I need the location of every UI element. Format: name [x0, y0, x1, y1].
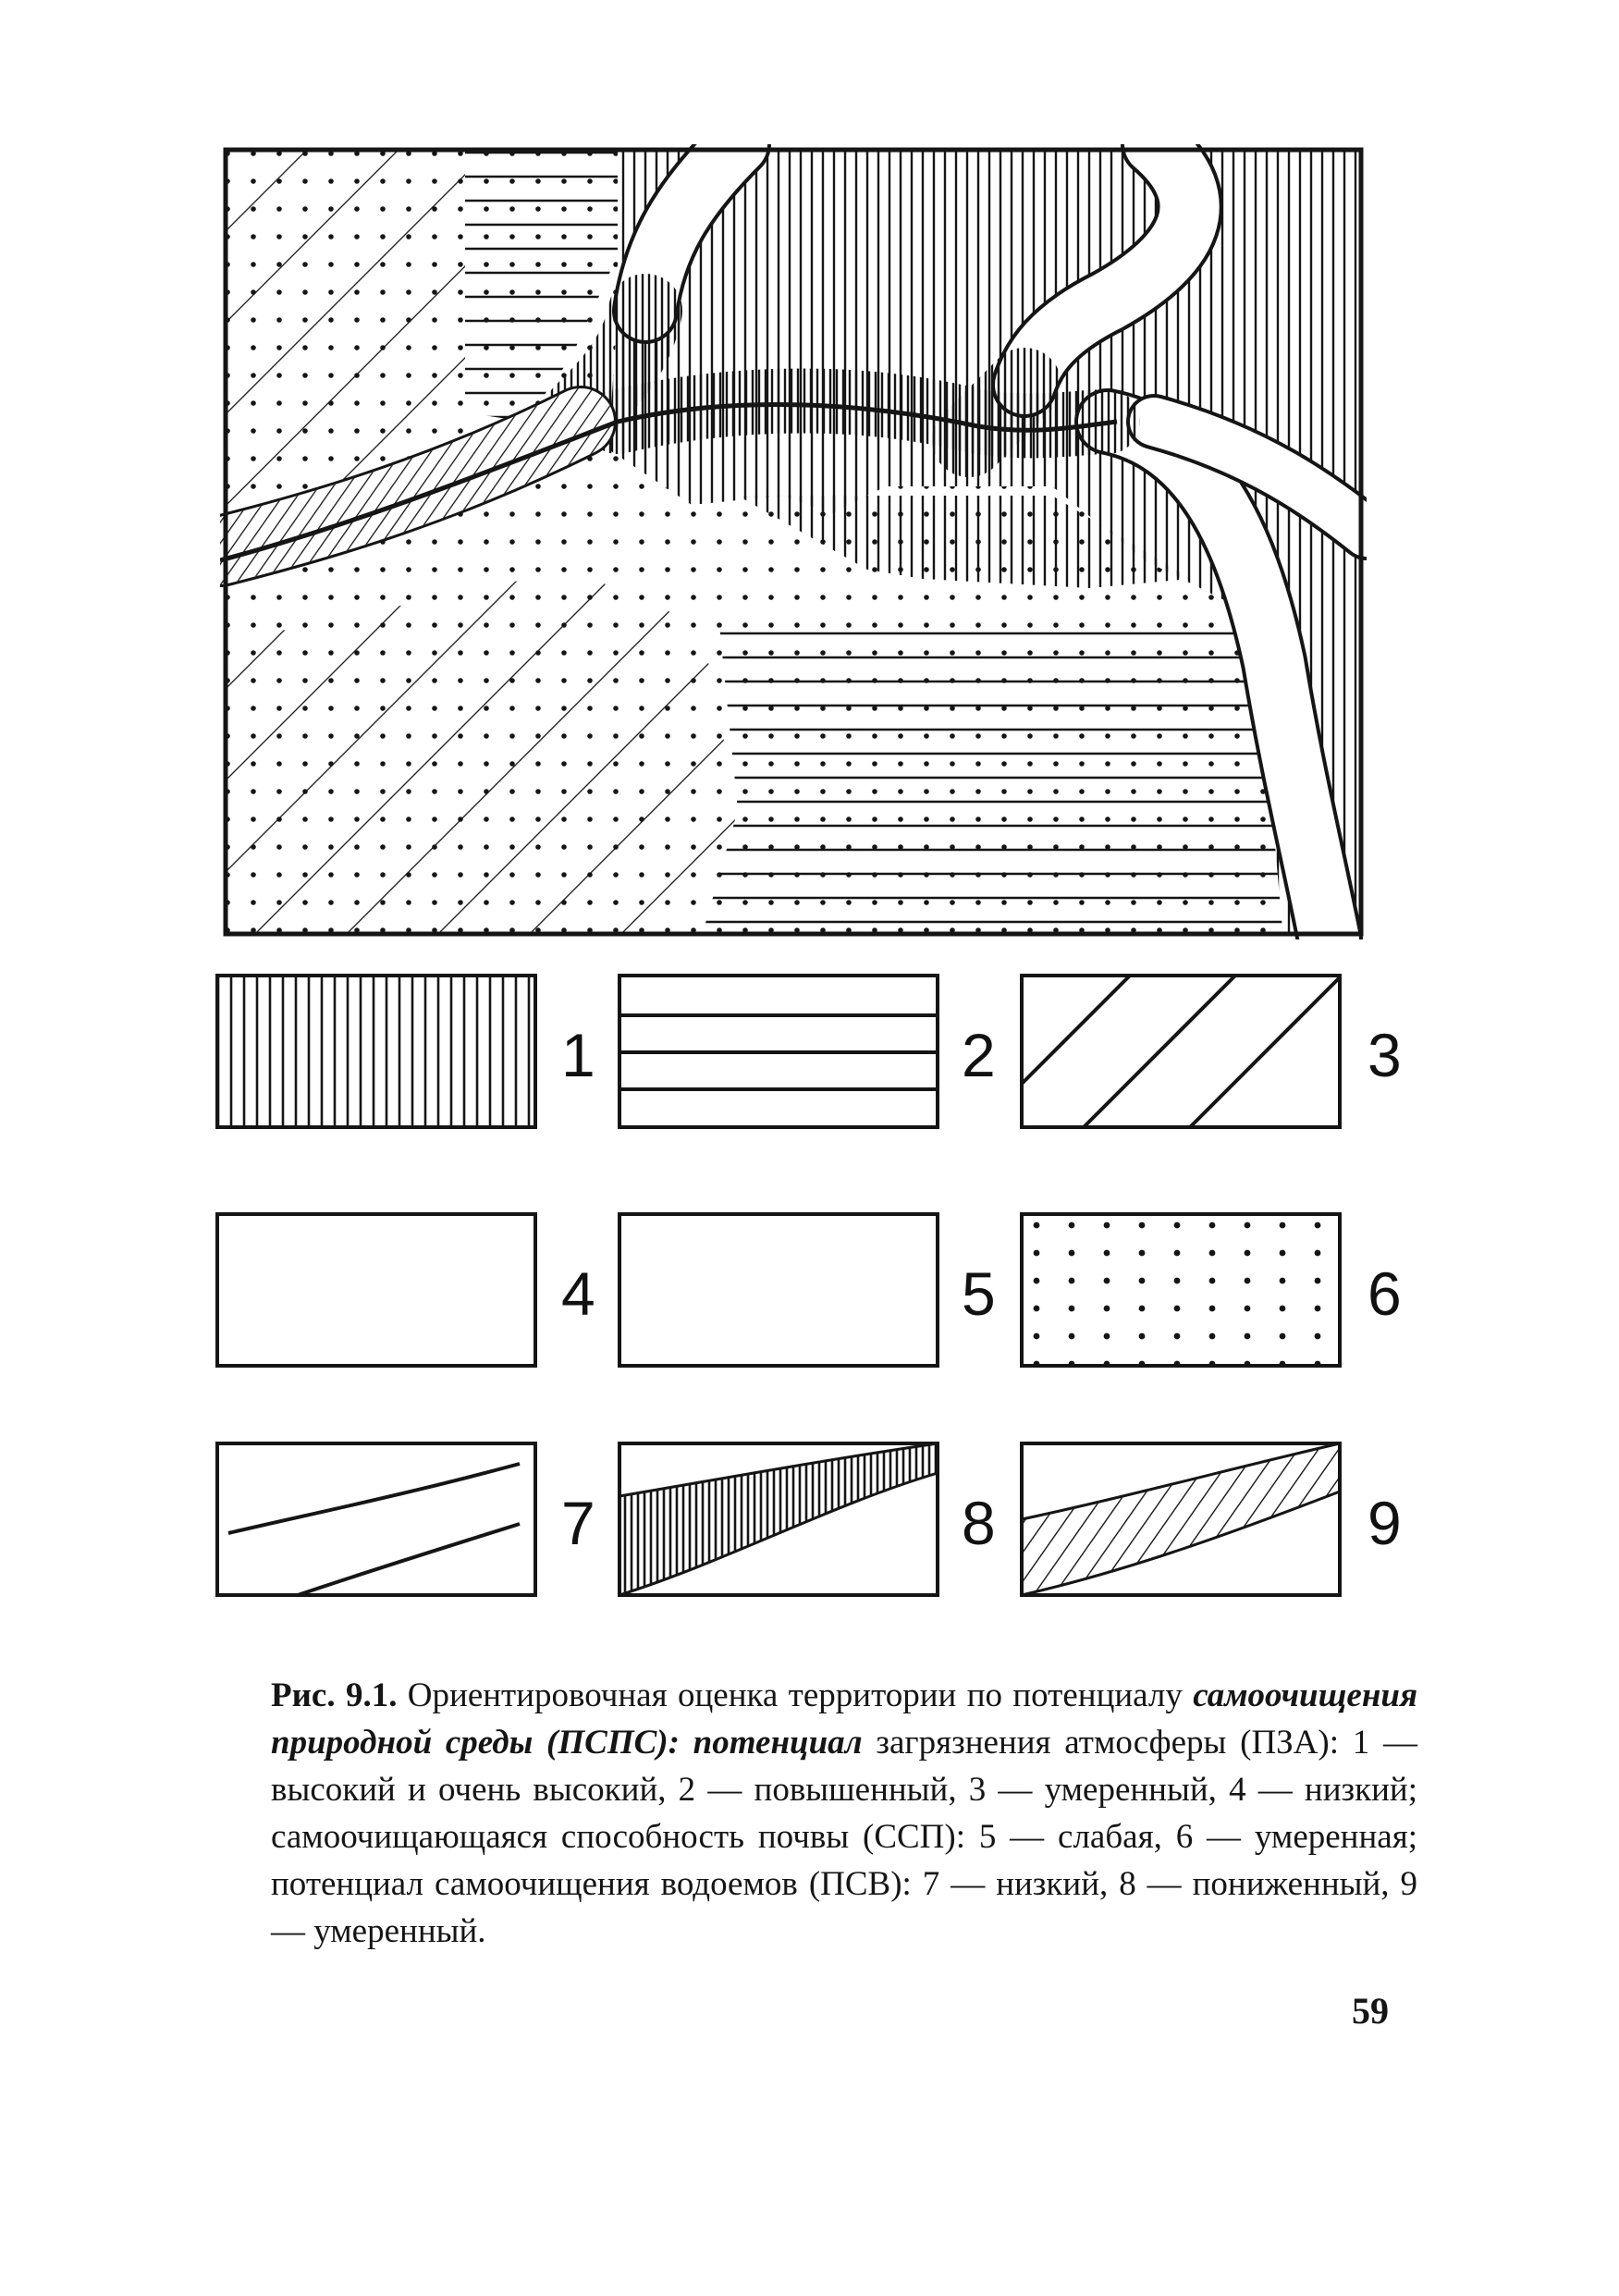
legend-swatch-4 — [215, 1211, 538, 1369]
legend-swatch-8 — [617, 1441, 940, 1598]
figure-caption — [271, 1672, 1417, 1955]
legend-number-8: 8 — [962, 1489, 996, 1557]
legend-number-9: 9 — [1368, 1489, 1402, 1557]
legend-number-4: 4 — [561, 1259, 595, 1328]
caption-italic: самоочищения природной среды (ПСПС): потенциал — [271, 1676, 1418, 1762]
legend-swatch-6 — [1019, 1211, 1343, 1369]
legend-number-3: 3 — [1368, 1021, 1402, 1089]
legend-swatch-5 — [617, 1211, 940, 1369]
legend-number-6: 6 — [1368, 1259, 1402, 1328]
legend-swatch-1 — [215, 973, 538, 1130]
page-number: 59 — [1352, 1990, 1389, 2032]
legend-number-2: 2 — [962, 1021, 996, 1089]
territory-map — [220, 144, 1367, 939]
caption-text-2: загрязнения атмосферы (ПЗА): 1 — высокий и очень высокий, 2 — повышенный, 3 — умеренный, 4 — низкий; самоочищающаяся способность почвы (ССП): 5 — слабая, 6 — умеренная; потенциал самоочищения водоемов (ПСВ): 7 — низкий, 8 — пониженный, 9 — умеренный. — [271, 1724, 1417, 1950]
legend-number-7: 7 — [561, 1489, 595, 1557]
legend-number-1: 1 — [561, 1021, 595, 1089]
legend — [215, 962, 1435, 1609]
caption-label: Рис. 9.1. — [271, 1676, 398, 1714]
caption-text-1: Ориентировочная оценка территории по потенциалу — [397, 1676, 1194, 1714]
legend-swatch-7 — [215, 1441, 538, 1598]
legend-number-5: 5 — [962, 1259, 996, 1328]
legend-swatch-3 — [1019, 973, 1343, 1130]
legend-swatch-2 — [617, 973, 940, 1130]
legend-swatch-9 — [1019, 1441, 1343, 1598]
